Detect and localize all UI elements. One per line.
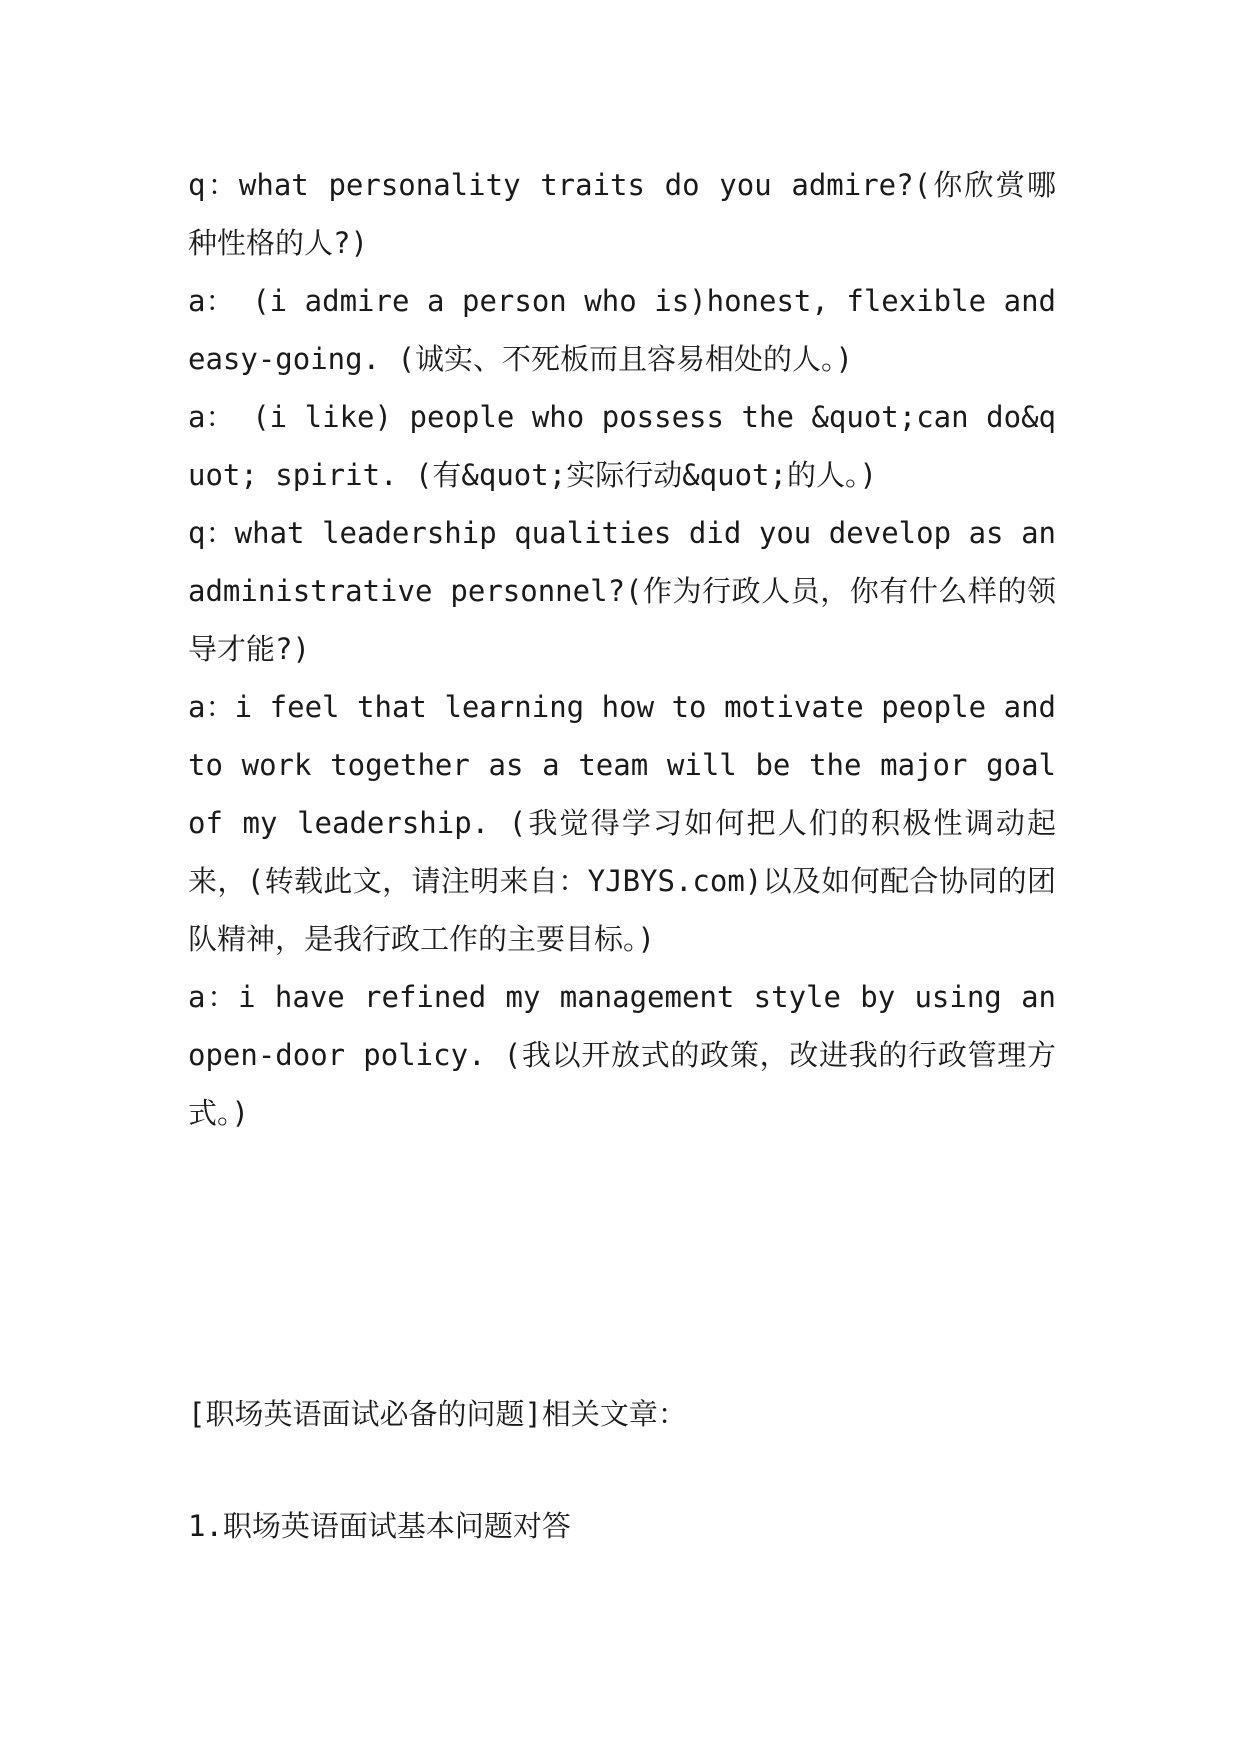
question-leadership-qualities: q：what leadership qualities did you develop as an administrative personnel?(作为行政人员，你有什么样的领导才能?) xyxy=(188,516,1056,666)
answer-open-door-policy: a：i have refined my management style by using an open-door policy. (我以开放式的政策，改进我的行政管理方式。) xyxy=(188,980,1056,1130)
answer-honest-flexible: a： (i admire a person who is)honest, flexible and easy-going. (诚实、不死板而且容易相处的人。) xyxy=(188,284,1056,376)
related-article-link[interactable]: 1.职场英语面试基本问题对答 xyxy=(188,1509,571,1543)
question-personality-traits: q：what personality traits do you admire?(你欣赏哪种性格的人?) xyxy=(188,168,1056,260)
answer-can-do-spirit: a： (i like) people who possess the &quot;can do&quot; spirit. (有&quot;实际行动&quot;的人。) xyxy=(188,400,1056,492)
answer-motivate-people: a：i feel that learning how to motivate people and to work together as a team will be the major goal of my leadership. (我觉得学习如何把人们的积极性调动起来，(转载此文，请注明来自：YJBYS.com)以及如何配合协同的团队精神，是我行政工作的主要目标。) xyxy=(188,690,1056,956)
document-body xyxy=(188,156,1056,1142)
related-articles-heading: [职场英语面试必备的问题]相关文章： xyxy=(188,1397,687,1431)
